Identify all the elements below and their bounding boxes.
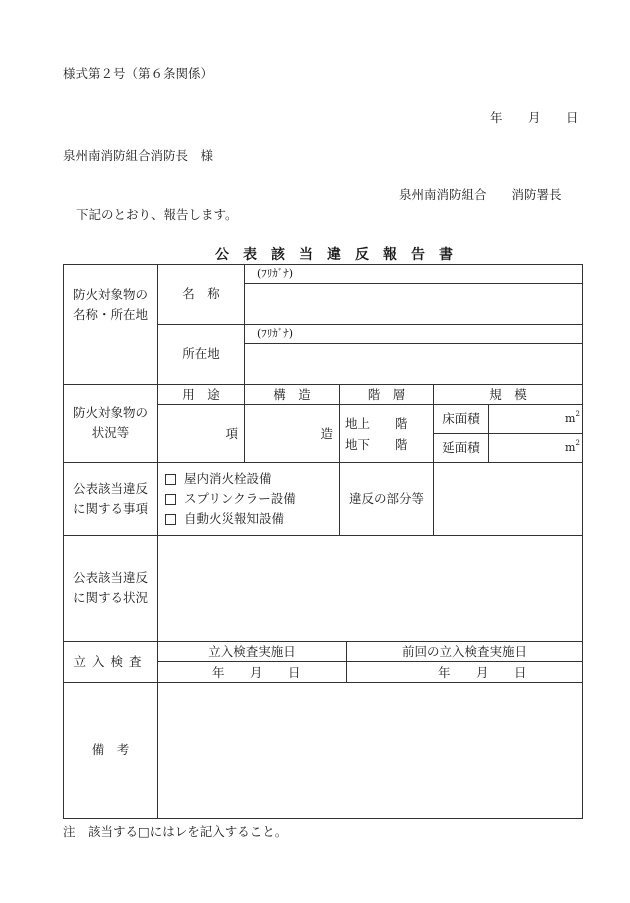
- intro-text: 下記のとおり、報告します。: [76, 207, 238, 222]
- inspection-day-label: 日: [288, 665, 301, 680]
- violation-status-label-line2: に関する状況: [72, 590, 148, 605]
- date-month-label: 月: [528, 110, 541, 125]
- total-area-unit: $m^2$: [565, 439, 580, 454]
- violation-matters-label-line1: 公表該当違反: [72, 481, 148, 496]
- scale-header: 規 模: [489, 386, 527, 402]
- inspection-month-label: 月: [250, 665, 263, 680]
- object-name-address-label-line2: 名称・所在地: [72, 307, 148, 322]
- total-area-label: 延面積: [442, 440, 480, 455]
- addressee: 泉州南消防組合消防長 様: [63, 148, 214, 163]
- violation-matters-label: [64, 479, 157, 519]
- violation-matters-label-line2: に関する事項: [72, 501, 148, 516]
- sender: 泉州南消防組合 消防署長: [399, 187, 562, 202]
- below-ground-label: 地下: [345, 437, 371, 452]
- name-field[interactable]: [245, 284, 582, 324]
- violation-status-label-line1: 公表該当違反: [72, 570, 148, 585]
- name-label: 名 称: [182, 286, 220, 301]
- object-name-address-label: [64, 285, 157, 325]
- check-item-fire-alarm[interactable]: 自動火災報知設備: [165, 509, 296, 529]
- form-id: 様式第２号（第６条関係）: [63, 66, 214, 81]
- date-day-label: 日: [566, 110, 579, 125]
- checkbox-icon[interactable]: [165, 514, 176, 525]
- date-year-label: 年: [490, 110, 503, 125]
- inspection-date-header: 立入検査実施日: [208, 643, 296, 659]
- use-header: 用 途: [182, 386, 220, 402]
- checkbox-icon[interactable]: [165, 474, 176, 485]
- object-status-label: [64, 403, 157, 443]
- inspection-label: 立入検査: [73, 654, 148, 669]
- previous-month-label: 月: [476, 665, 489, 680]
- address-label: 所在地: [182, 346, 220, 361]
- document-title: 公表該当違反報告書: [215, 247, 467, 263]
- violation-status-field[interactable]: [158, 536, 582, 641]
- violation-status-label: [64, 568, 157, 608]
- floor-area-label: 床面積: [442, 411, 480, 426]
- previous-day-label: 日: [514, 665, 527, 680]
- previous-year-label: 年: [438, 665, 451, 680]
- structure-header: 構 造: [273, 386, 311, 402]
- name-furigana: (ﾌﾘｶﾞﾅ): [257, 266, 294, 280]
- equipment-checklist: [165, 469, 296, 529]
- checkbox-icon[interactable]: [165, 494, 176, 505]
- violation-part-label: 違反の部分等: [348, 491, 424, 506]
- previous-inspection-date-header: 前回の立入検査実施日: [401, 643, 527, 659]
- floors-header: 階 層: [367, 386, 406, 402]
- check-item-indoor-hydrant[interactable]: 屋内消火栓設備: [165, 469, 296, 489]
- remarks-label: 備 考: [91, 742, 130, 757]
- use-item-unit: 項: [225, 426, 238, 441]
- address-furigana: (ﾌﾘｶﾞﾅ): [257, 327, 294, 340]
- floor-area-unit: $m^2$: [565, 410, 580, 425]
- object-status-label-line2: 状況等: [91, 425, 130, 440]
- structure-unit: 造: [320, 426, 333, 441]
- above-ground-label: 地上: [345, 416, 371, 431]
- object-name-address-label-line1: 防火対象物の: [72, 287, 148, 302]
- below-ground-floor-unit: 階: [395, 437, 408, 452]
- check-item-sprinkler[interactable]: スプリンクラー設備: [165, 489, 296, 509]
- inspection-year-label: 年: [212, 665, 225, 680]
- above-ground-floor-unit: 階: [395, 416, 408, 431]
- remarks-field[interactable]: [158, 683, 582, 818]
- object-status-label-line1: 防火対象物の: [72, 405, 148, 420]
- address-field[interactable]: [245, 344, 582, 384]
- footnote: 注 該当する□にはレを記入すること。: [63, 824, 288, 839]
- violation-part-field[interactable]: [434, 463, 582, 535]
